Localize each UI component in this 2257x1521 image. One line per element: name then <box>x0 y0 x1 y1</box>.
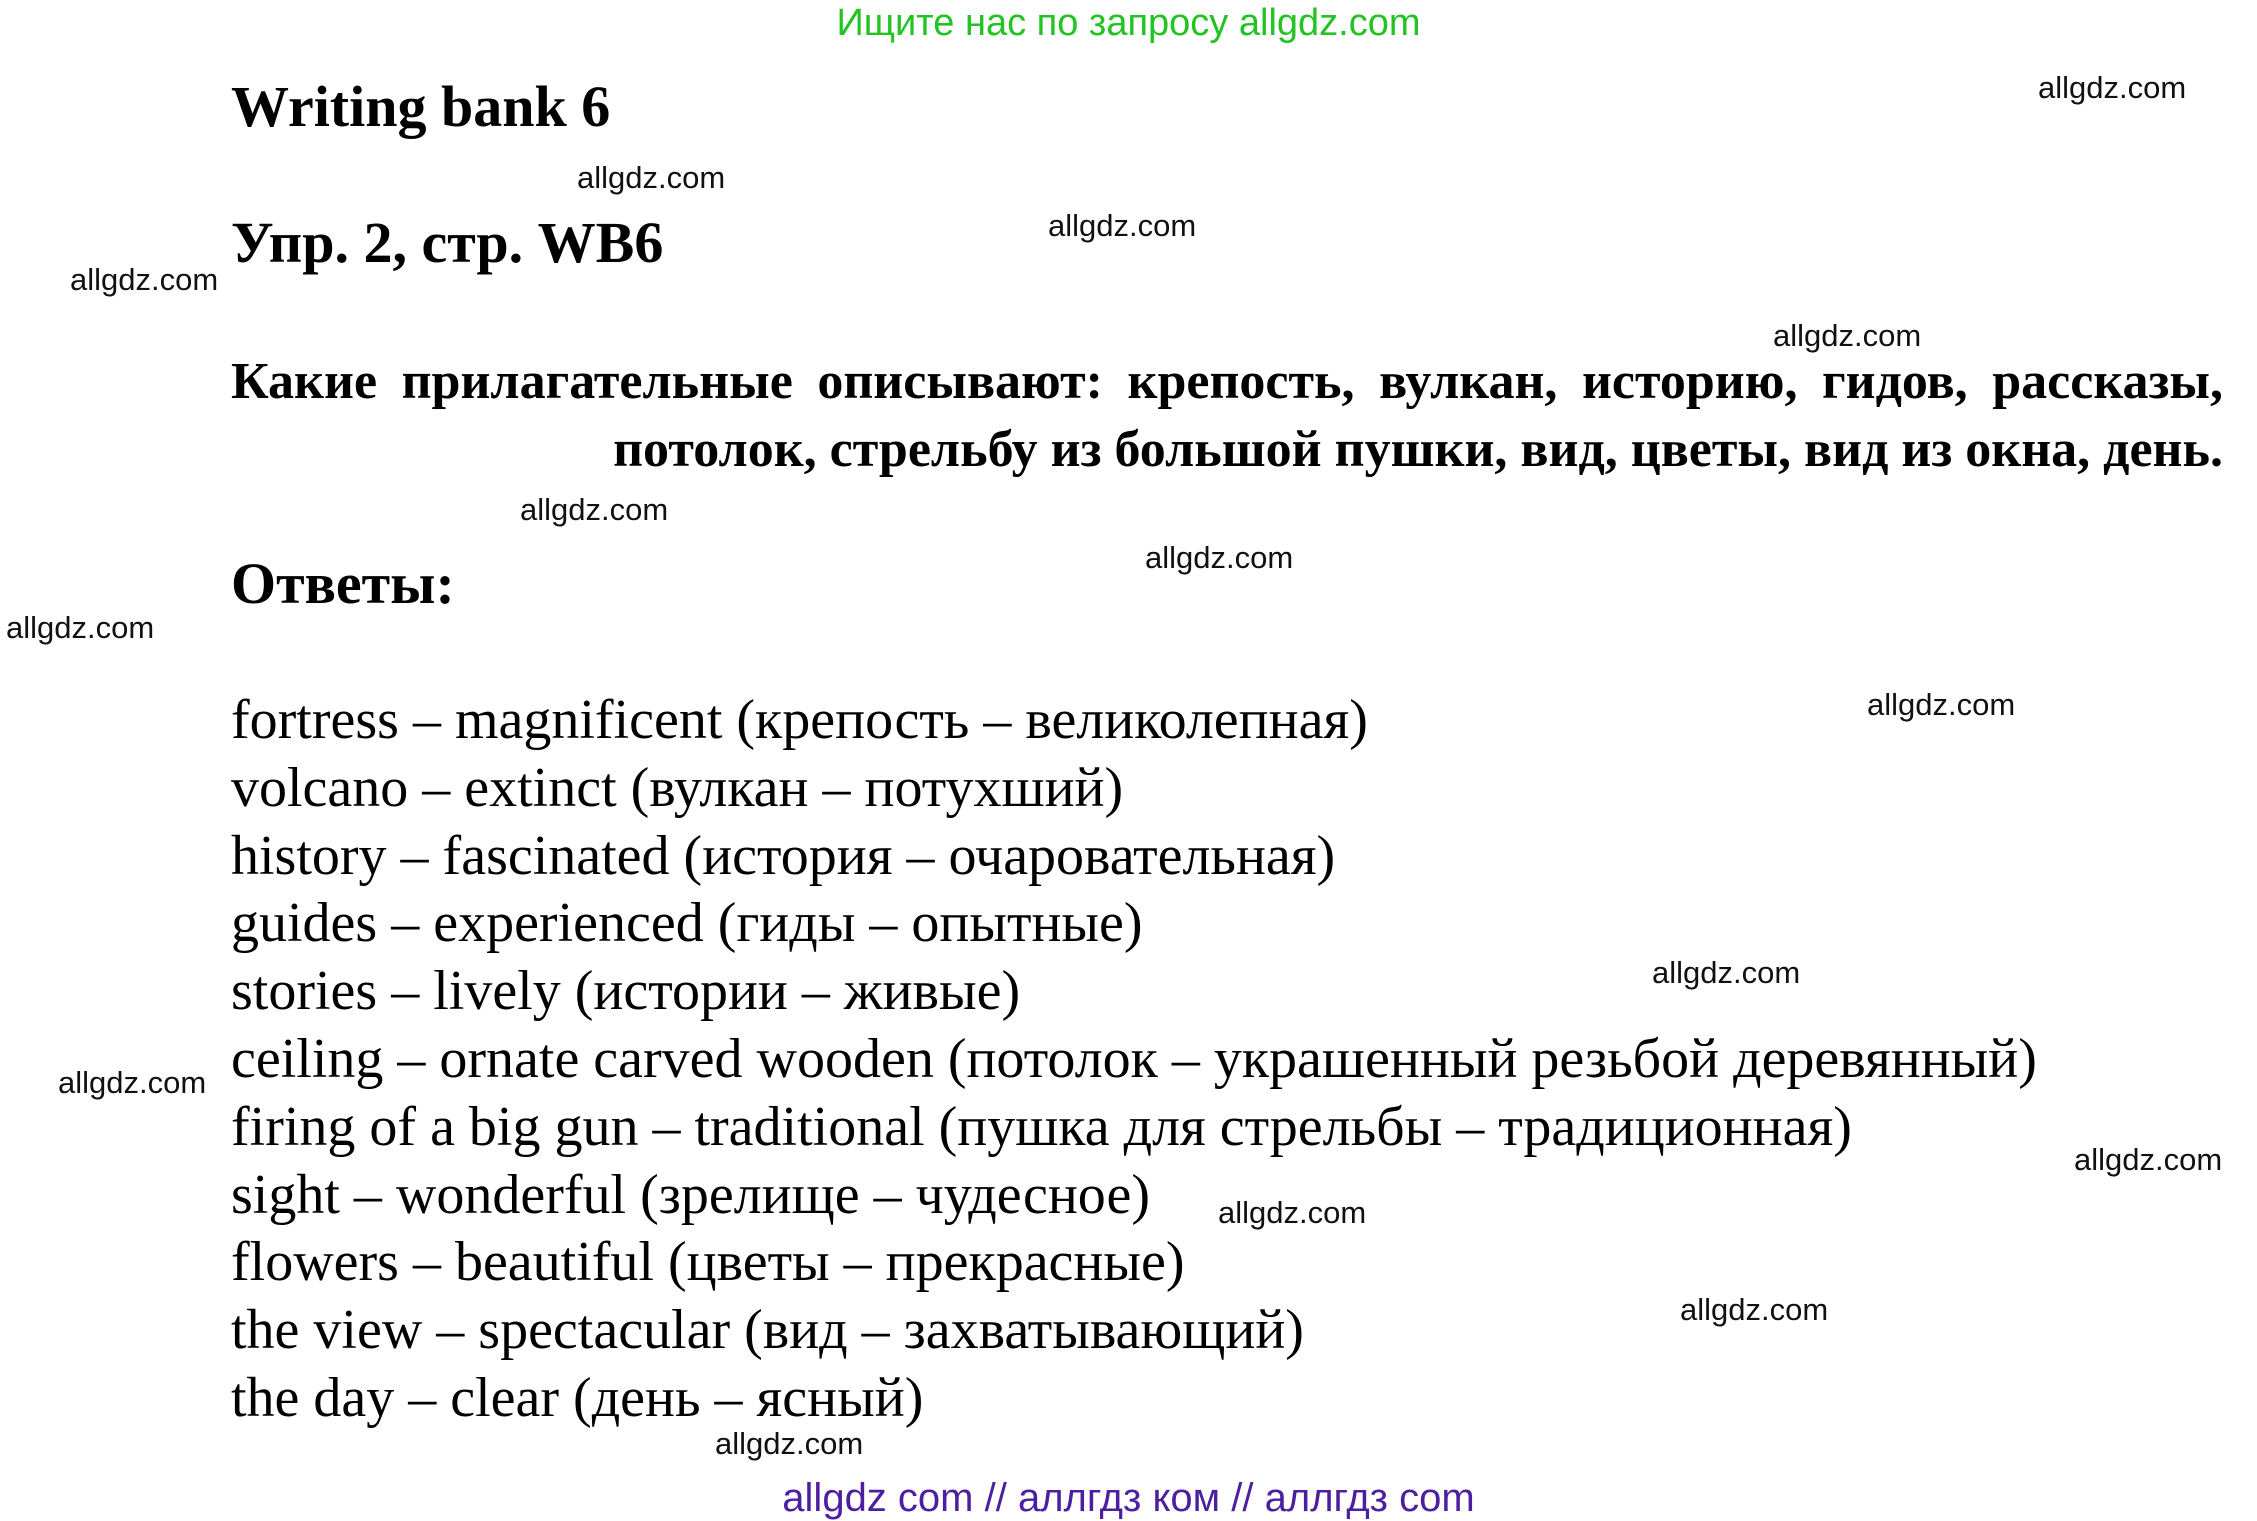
answer-item: sight – wonderful (зрелище – чудесное) <box>231 1163 1150 1226</box>
answer-item: history – fascinated (история – очаровательная) <box>231 824 1336 887</box>
watermark: allgdz.com <box>2038 70 2187 105</box>
watermark: allgdz.com <box>58 1065 207 1100</box>
answer-item: volcano – extinct (вулкан – потухший) <box>231 756 1124 819</box>
watermark: allgdz.com <box>1145 540 1294 575</box>
watermark: allgdz.com <box>1773 318 1922 353</box>
top-banner: Ищите нас по запросу allgdz.com <box>836 2 1421 44</box>
page-title: Writing bank 6 <box>231 74 611 139</box>
watermark: allgdz.com <box>1680 1292 1829 1327</box>
answers-heading: Ответы: <box>231 551 455 616</box>
answer-item: guides – experienced (гиды – опытные) <box>231 892 1143 955</box>
exercise-reference: Упр. 2, стр. WB6 <box>231 210 664 275</box>
watermark: allgdz.com <box>715 1426 864 1461</box>
answer-item: ceiling – ornate carved wooden (потолок – украшенный резьбой деревянный) <box>231 1027 2037 1090</box>
watermark: allgdz.com <box>70 262 219 297</box>
watermark: allgdz.com <box>520 492 669 527</box>
watermark: allgdz.com <box>1867 687 2016 722</box>
watermark: allgdz.com <box>6 610 155 645</box>
answer-item: stories – lively (истории – живые) <box>231 960 1021 1023</box>
bottom-banner: allgdz com // аллгдз ком // аллгдз com <box>782 1476 1475 1520</box>
watermark: allgdz.com <box>577 160 726 195</box>
answer-item: the day – clear (день – ясный) <box>231 1366 924 1429</box>
watermark: allgdz.com <box>1218 1195 1367 1230</box>
answer-item: flowers – beautiful (цветы – прекрасные) <box>231 1231 1185 1294</box>
answer-item: firing of a big gun – traditional (пушка для стрельбы – традиционная) <box>231 1095 1852 1158</box>
answer-item: fortress – magnificent (крепость – великолепная) <box>231 689 1368 751</box>
watermark: allgdz.com <box>1048 208 1197 243</box>
question-text: Какие прилагательные описывают: крепость, вулкан, историю, гидов, рассказы, потолок, стрельбу из большой пушки, вид, цветы, вид из окна, день. <box>231 353 2223 478</box>
watermark: allgdz.com <box>2074 1142 2223 1177</box>
answer-item: the view – spectacular (вид – захватывающий) <box>231 1299 1304 1362</box>
watermark: allgdz.com <box>1652 955 1801 990</box>
